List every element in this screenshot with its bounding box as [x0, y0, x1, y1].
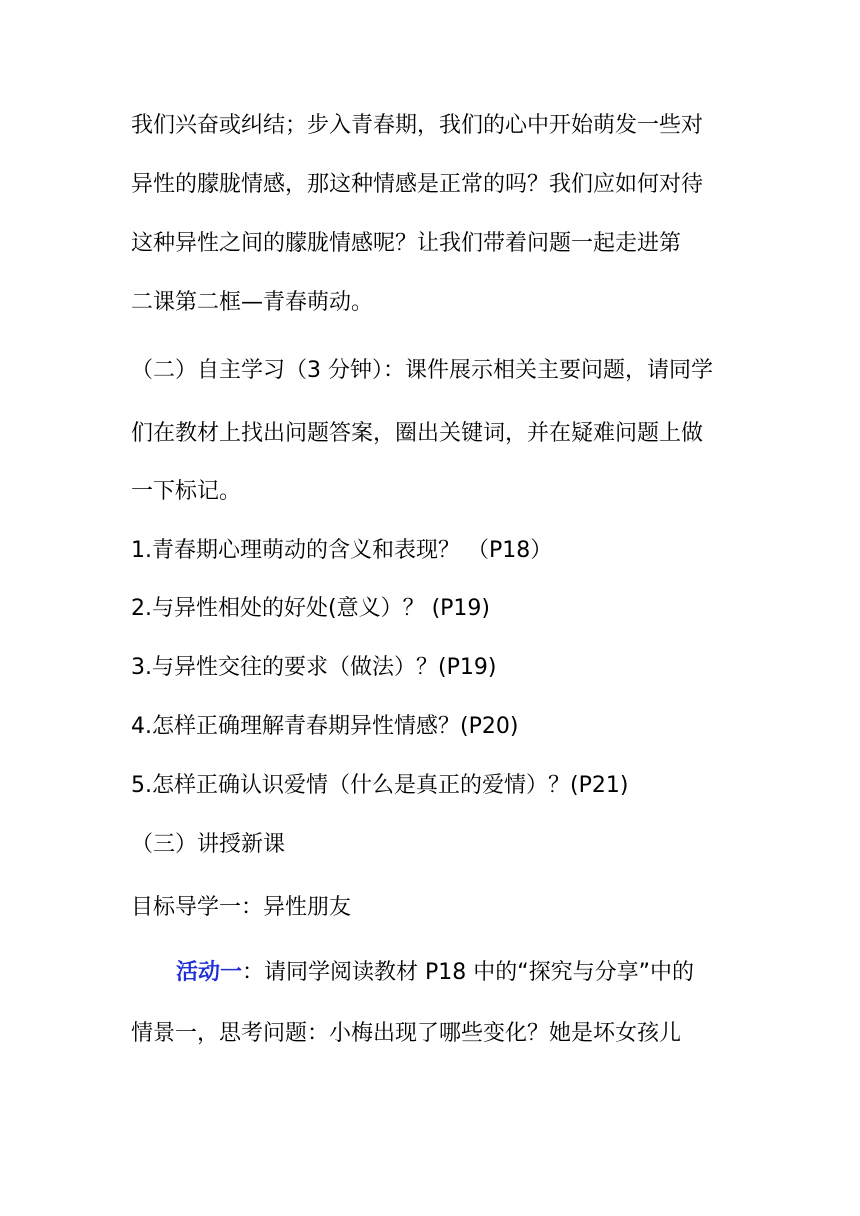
intro-line-4: 二课第二框—青春萌动。 — [131, 290, 374, 315]
activity-label: 活动一 — [176, 960, 243, 985]
self-study-line-3: 一下标记。 — [131, 479, 242, 504]
intro-line-1: 我们兴奋或纠结；步入青春期，我们的心中开始萌发一些对 — [131, 113, 704, 138]
question-item-3: 3.与异性交往的要求（做法）？(P19) — [131, 655, 497, 680]
self-study-line-1: （二）自主学习（3 分钟）：课件展示相关主要问题，请同学 — [131, 358, 713, 383]
question-item-1: 1.青春期心理萌动的含义和表现？ （P18） — [131, 538, 553, 563]
section-heading: （三）讲授新课 — [131, 832, 286, 857]
question-item-4: 4.怎样正确理解青春期异性情感？(P20) — [131, 714, 519, 739]
self-study-line-2: 们在教材上找出问题答案，圈出关键词，并在疑难问题上做 — [131, 421, 704, 446]
goal-heading: 目标导学一：异性朋友 — [131, 895, 352, 920]
activity-text-1: ：请同学阅读教材 P18 中的“探究与分享”中的 — [242, 960, 695, 985]
activity-line-2: 情景一，思考问题：小梅出现了哪些变化？她是坏女孩儿 — [131, 1021, 682, 1046]
question-item-5: 5.怎样正确认识爱情（什么是真正的爱情）？(P21) — [131, 773, 629, 798]
question-item-2: 2.与异性相处的好处(意义）？ (P19) — [131, 596, 490, 621]
intro-line-2: 异性的朦胧情感，那这种情感是正常的吗？我们应如何对待 — [131, 172, 704, 197]
intro-line-3: 这种异性之间的朦胧情感呢？让我们带着问题一起走进第 — [131, 231, 682, 256]
activity-line-1 — [176, 958, 694, 988]
